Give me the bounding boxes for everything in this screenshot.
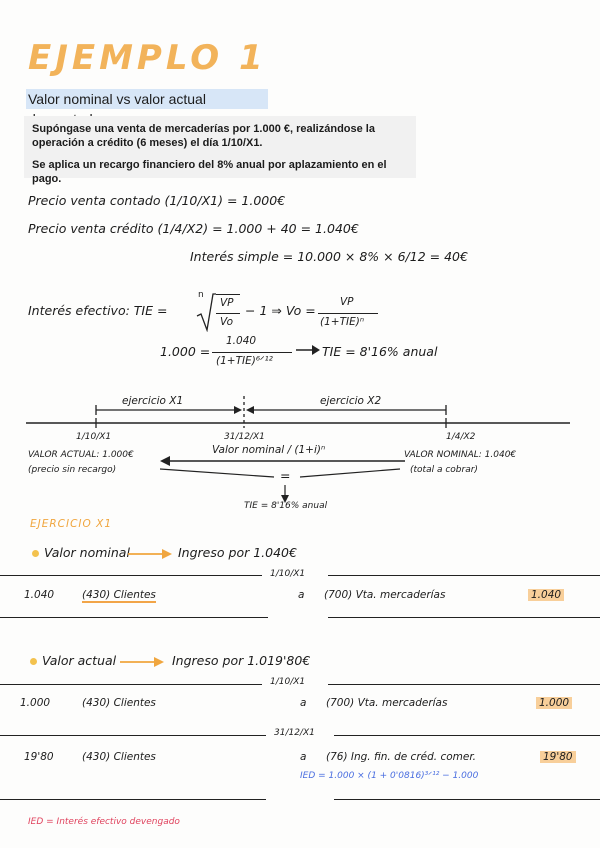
- entry-a: a: [300, 697, 307, 709]
- fraction-bar: [212, 352, 292, 353]
- ejercicio-x1-label: ejercicio X1: [122, 395, 184, 407]
- valor-nominal-label: Valor nominal: [44, 545, 130, 560]
- date-2: 31/12/X1: [224, 432, 265, 442]
- ied-formula: IED = 1.000 × (1 + 0'0816)³ᐟ¹² − 1.000: [300, 771, 479, 781]
- valor-nominal-subnote: (total a cobrar): [410, 465, 478, 475]
- date-1: 1/10/X1: [76, 432, 112, 442]
- debit-amount: 1.000: [20, 697, 51, 709]
- ejercicio-x2-label: ejercicio X2: [320, 395, 382, 407]
- footnote: IED = Interés efectivo devengado: [28, 817, 180, 827]
- arrow-right-icon: [296, 344, 320, 356]
- page-title: EJEMPLO 1: [28, 38, 267, 78]
- debit-amount: 19'80: [24, 751, 54, 763]
- credit-account: (700) Vta. mercaderías: [324, 589, 446, 601]
- valor-nominal-result: Ingreso por 1.040€: [178, 545, 297, 560]
- date-3: 1/4/X2: [446, 432, 476, 442]
- cash-price: Precio venta contado (1/10/X1) = 1.000€: [28, 193, 286, 208]
- debit-account: (430) Clientes: [82, 697, 156, 709]
- valor-nominal-note: VALOR NOMINAL: 1.040€: [404, 450, 517, 460]
- timeline-tie-result: TIE = 8'16% anual: [244, 501, 328, 511]
- valor-nominal-heading: [32, 545, 130, 560]
- root-index: n: [198, 290, 204, 300]
- valor-actual-note: VALOR ACTUAL: 1.000€: [28, 450, 134, 460]
- arrow-right-icon: [128, 549, 172, 559]
- equals-sign: =: [280, 468, 291, 483]
- root-sign: [196, 292, 216, 332]
- credit-price: Precio venta crédito (1/4/X2) = 1.000 + 40 = 1.040€: [28, 221, 359, 236]
- simple-interest: Interés simple = 10.000 × 8% × 6/12 = 40€: [190, 249, 468, 264]
- entry-a: a: [298, 589, 305, 601]
- tie-label: Interés efectivo: TIE =: [28, 303, 168, 318]
- debit-account: (430) Clientes: [82, 751, 156, 763]
- fraction-bar: [216, 313, 240, 314]
- tie-result: TIE = 8'16% anual: [322, 344, 438, 359]
- fraction-bar: [318, 313, 378, 314]
- statement-line-2: Se aplica un recargo financiero del 8% anual por aplazamiento en el pago.: [32, 159, 387, 185]
- subtitle: Valor nominal vs valor actual: [26, 89, 268, 109]
- entry-a: a: [300, 751, 307, 763]
- denominator: (1+TIE)ⁿ: [320, 316, 365, 328]
- vp-label: VP: [340, 296, 354, 308]
- valor-nominal-formula: Valor nominal / (1+i)ⁿ: [212, 444, 326, 456]
- tie-formula-tail: − 1 ⇒ Vo =: [245, 303, 316, 318]
- valor-actual-label: Valor actual: [42, 653, 117, 668]
- entry-date: 31/12/X1: [274, 728, 315, 738]
- arrow-right-icon: [120, 657, 164, 667]
- debit-account: (430) Clientes: [82, 589, 156, 601]
- credit-amount: 1.040: [528, 589, 564, 601]
- entry-date: 1/10/X1: [270, 677, 306, 687]
- equation-denominator: (1+TIE)⁶ᐟ¹²: [216, 355, 273, 367]
- equation-left: 1.000 =: [160, 344, 211, 359]
- credit-account: (700) Vta. mercaderías: [326, 697, 448, 709]
- debit-amount: 1.040: [24, 589, 55, 601]
- section-heading: EJERCICIO X1: [30, 518, 112, 530]
- valor-actual-heading: [30, 653, 116, 668]
- problem-statement: [24, 116, 416, 185]
- timeline: [26, 396, 570, 436]
- vo-denominator: Vo: [220, 316, 233, 328]
- valor-actual-result: Ingreso por 1.019'80€: [172, 653, 311, 668]
- bullet-icon: [30, 658, 37, 665]
- entry-date: 1/10/X1: [270, 569, 306, 579]
- statement-line-1: Supóngase una venta de mercaderías por 1.000 €, realizándose la operación a crédito (6 meses) el día 1/10/X1.: [32, 123, 375, 149]
- bullet-icon: [32, 550, 39, 557]
- credit-account: (76) Ing. fin. de créd. comer.: [326, 751, 477, 763]
- credit-amount: 1.000: [536, 697, 572, 709]
- valor-actual-subnote: (precio sin recargo): [28, 465, 117, 475]
- credit-amount: 19'80: [540, 751, 576, 763]
- equation-numerator: 1.040: [226, 335, 257, 347]
- vp-numerator: VP: [220, 297, 234, 309]
